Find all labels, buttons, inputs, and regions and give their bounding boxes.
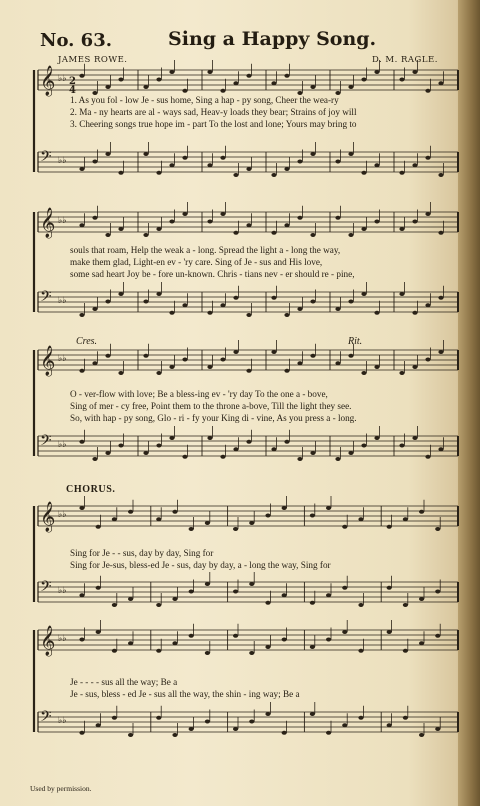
note-head (435, 634, 440, 638)
bass-clef-icon: 𝄢 (40, 288, 52, 309)
note-head (249, 651, 254, 655)
note-head (249, 720, 254, 724)
lyric-line: Sing for Je-sus, bless-ed Je - sus, day by day, a - long the way, Sing for (70, 560, 331, 570)
note-head (326, 593, 331, 597)
note-head (438, 81, 443, 85)
note-head (118, 371, 123, 375)
note-head (156, 649, 161, 653)
note-head (92, 361, 97, 365)
note-head (79, 731, 84, 735)
note-head (182, 303, 187, 307)
bass-clef-icon: 𝄢 (40, 432, 52, 453)
note-head (335, 361, 340, 365)
note-head (284, 74, 289, 78)
note-head (297, 216, 302, 220)
bass-clef-icon: 𝄢 (40, 578, 52, 599)
note-head (342, 586, 347, 590)
note-head (271, 350, 276, 354)
treble-clef-icon: 𝄞 (40, 66, 56, 96)
note-head (172, 510, 177, 514)
note-head (182, 156, 187, 160)
note-head (399, 292, 404, 296)
lyric-line: souls that roam, Help the weak a - long. Spread the light a - long the way, (70, 245, 341, 255)
key-signature-flats: ♭♭ (58, 74, 67, 84)
lyric-line: O - ver-flow with love; Be a bless-ing ev - 'ry day To the one a - bove, (70, 389, 328, 399)
note-head (205, 582, 210, 586)
note-head (310, 601, 315, 605)
note-head (92, 457, 97, 461)
note-head (118, 292, 123, 296)
note-head (412, 70, 417, 74)
note-head (310, 354, 315, 358)
note-head (220, 358, 225, 362)
note-head (182, 212, 187, 216)
note-head (284, 440, 289, 444)
note-head (182, 358, 187, 362)
note-head (169, 220, 174, 224)
note-head (205, 521, 210, 525)
note-head (233, 727, 238, 731)
note-head (403, 649, 408, 653)
note-head (156, 78, 161, 82)
note-head (249, 582, 254, 586)
note-head (348, 451, 353, 455)
note-head (233, 81, 238, 85)
note-head (438, 173, 443, 177)
note-head (79, 313, 84, 317)
note-head (156, 171, 161, 175)
note-head (79, 593, 84, 597)
key-signature-flats: ♭♭ (58, 586, 67, 596)
note-head (271, 231, 276, 235)
note-head (182, 455, 187, 459)
note-head (435, 727, 440, 731)
note-head (156, 444, 161, 448)
dynamic-cresc: Cres. (76, 336, 98, 347)
note-head (342, 723, 347, 727)
key-signature-flats: ♭♭ (58, 216, 67, 226)
note-head (265, 601, 270, 605)
note-head (403, 603, 408, 607)
note-head (348, 233, 353, 237)
note-head (361, 78, 366, 82)
note-head (143, 354, 148, 358)
note-head (246, 440, 251, 444)
note-head (335, 457, 340, 461)
note-head (284, 313, 289, 317)
note-head (374, 365, 379, 369)
note-head (399, 227, 404, 231)
note-head (169, 70, 174, 74)
note-head (112, 716, 117, 720)
note-head (156, 603, 161, 607)
note-head (348, 354, 353, 358)
note-head (419, 510, 424, 514)
note-head (297, 307, 302, 311)
lyric-line: 3. Cheering songs true hope im - part To the lost and lone; Yours may bring to (70, 119, 357, 129)
note-head (419, 733, 424, 737)
note-head (143, 152, 148, 156)
note-head (438, 231, 443, 235)
note-head (265, 645, 270, 649)
note-head (342, 630, 347, 634)
note-head (399, 371, 404, 375)
note-head (156, 517, 161, 521)
note-head (412, 436, 417, 440)
note-head (265, 514, 270, 518)
note-head (412, 220, 417, 224)
note-head (96, 525, 101, 529)
note-head (310, 712, 315, 716)
lyric-line: 2. Ma - ny hearts are al - ways sad, Heav-y loads they bear; Strains of joy will (70, 107, 357, 117)
lyric-line: some sad heart Joy be - fore un-known. Chris - tians nev - er should re - pine, (70, 269, 355, 279)
note-head (342, 525, 347, 529)
note-head (438, 296, 443, 300)
note-head (310, 233, 315, 237)
note-head (92, 160, 97, 164)
note-head (105, 233, 110, 237)
note-head (189, 727, 194, 731)
treble-clef-icon: 𝄞 (40, 626, 56, 656)
note-head (435, 527, 440, 531)
key-signature-flats: ♭♭ (58, 634, 67, 644)
note-head (128, 510, 133, 514)
hymn-title: Sing a Happy Song. (168, 28, 377, 50)
note-head (387, 525, 392, 529)
note-head (425, 212, 430, 216)
note-head (118, 171, 123, 175)
note-head (265, 712, 270, 716)
note-head (399, 444, 404, 448)
note-head (79, 223, 84, 227)
lyric-line: So, with hap - py song, Glo - ri - fy your King di - vine, As you press a - long. (70, 413, 357, 423)
note-head (326, 506, 331, 510)
note-head (233, 350, 238, 354)
note-head (220, 455, 225, 459)
note-head (207, 220, 212, 224)
note-head (425, 156, 430, 160)
note-head (246, 313, 251, 317)
note-head (419, 641, 424, 645)
note-head (358, 716, 363, 720)
note-head (387, 586, 392, 590)
note-head (419, 597, 424, 601)
note-head (112, 603, 117, 607)
note-head (310, 451, 315, 455)
note-head (233, 527, 238, 531)
note-head (425, 303, 430, 307)
lyric-line: Je - sus, bless - ed Je - sus all the way, the shin - ing way; Be a (70, 689, 300, 699)
note-head (105, 354, 110, 358)
note-head (233, 590, 238, 594)
note-head (207, 70, 212, 74)
note-head (387, 630, 392, 634)
bass-clef-icon: 𝄢 (40, 148, 52, 169)
note-head (358, 649, 363, 653)
note-head (118, 78, 123, 82)
note-head (425, 455, 430, 459)
note-head (128, 597, 133, 601)
note-head (374, 163, 379, 167)
chorus-label: CHORUS. (66, 484, 116, 495)
note-head (282, 638, 287, 642)
lyric-line: Sing of mer - cy free, Point them to the throne a-bove, Till the light they see. (70, 401, 352, 411)
note-head (118, 227, 123, 231)
note-head (374, 70, 379, 74)
note-head (348, 85, 353, 89)
note-head (79, 369, 84, 373)
note-head (438, 447, 443, 451)
note-head (96, 630, 101, 634)
note-head (271, 447, 276, 451)
note-head (310, 85, 315, 89)
note-head (246, 167, 251, 171)
note-head (96, 586, 101, 590)
note-head (79, 638, 84, 642)
note-head (335, 216, 340, 220)
note-head (233, 231, 238, 235)
time-signature: 2 (69, 76, 76, 87)
note-head (143, 85, 148, 89)
note-head (79, 440, 84, 444)
lyric-line: Sing for Je - - sus, day by day, Sing for (70, 548, 214, 558)
note-head (297, 160, 302, 164)
note-head (79, 167, 84, 171)
note-head (143, 233, 148, 237)
note-head (412, 311, 417, 315)
note-head (143, 300, 148, 304)
note-head (169, 365, 174, 369)
note-head (282, 506, 287, 510)
note-head (207, 311, 212, 315)
note-head (205, 651, 210, 655)
note-head (246, 74, 251, 78)
note-head (326, 638, 331, 642)
note-head (128, 641, 133, 645)
note-head (310, 514, 315, 518)
note-head (284, 369, 289, 373)
note-head (79, 506, 84, 510)
note-head (412, 365, 417, 369)
bass-clef-icon: 𝄢 (40, 708, 52, 729)
note-head (143, 451, 148, 455)
note-head (169, 163, 174, 167)
note-head (271, 173, 276, 177)
key-signature-flats: ♭♭ (58, 156, 67, 166)
lyric-line: make them glad, Light-en ev - 'ry care. Sing of Je - sus and His love, (70, 257, 323, 267)
note-head (189, 634, 194, 638)
note-head (105, 152, 110, 156)
note-head (182, 89, 187, 93)
note-head (361, 371, 366, 375)
note-head (220, 303, 225, 307)
note-head (207, 436, 212, 440)
note-head (326, 731, 331, 735)
note-head (297, 361, 302, 365)
key-signature-flats: ♭♭ (58, 510, 67, 520)
note-head (282, 731, 287, 735)
key-signature-flats: ♭♭ (58, 440, 67, 450)
note-head (284, 167, 289, 171)
note-head (233, 173, 238, 177)
note-head (169, 311, 174, 315)
note-head (348, 300, 353, 304)
dynamic-rit: Rit. (348, 336, 363, 347)
note-head (205, 720, 210, 724)
lyric-line: Je - - - - sus all the way; Be a (70, 677, 178, 687)
note-head (220, 156, 225, 160)
note-head (361, 227, 366, 231)
note-head (297, 457, 302, 461)
note-head (335, 160, 340, 164)
note-head (79, 74, 84, 78)
note-head (361, 292, 366, 296)
note-head (361, 171, 366, 175)
key-signature-flats: ♭♭ (58, 296, 67, 306)
note-head (233, 447, 238, 451)
note-head (438, 350, 443, 354)
note-head (220, 212, 225, 216)
note-head (207, 365, 212, 369)
note-head (156, 371, 161, 375)
note-head (169, 436, 174, 440)
treble-clef-icon: 𝄞 (40, 502, 56, 532)
hymn-number: No. 63. (40, 30, 112, 51)
note-head (249, 521, 254, 525)
note-head (220, 89, 225, 93)
note-head (233, 296, 238, 300)
treble-clef-icon: 𝄞 (40, 346, 56, 376)
note-head (284, 223, 289, 227)
note-head (233, 634, 238, 638)
note-head (412, 163, 417, 167)
key-signature-flats: ♭♭ (58, 716, 67, 726)
treble-clef-icon: 𝄞 (40, 208, 56, 238)
note-head (310, 152, 315, 156)
note-head (246, 223, 251, 227)
note-head (374, 436, 379, 440)
note-head (358, 603, 363, 607)
note-head (246, 369, 251, 373)
note-head (156, 716, 161, 720)
note-head (387, 723, 392, 727)
note-head (403, 517, 408, 521)
note-head (207, 163, 212, 167)
lyric-line: 1. As you fol - low Je - sus home, Sing a hap - py song, Cheer the wea-ry (70, 95, 339, 105)
note-head (310, 300, 315, 304)
key-signature-flats: ♭♭ (58, 354, 67, 364)
note-head (105, 451, 110, 455)
note-head (435, 590, 440, 594)
note-head (399, 171, 404, 175)
composer-credit: D. M. RAGLE. (372, 55, 438, 65)
note-head (189, 590, 194, 594)
note-head (156, 227, 161, 231)
note-head (105, 85, 110, 89)
note-head (271, 296, 276, 300)
lyricist-credit: JAMES ROWE. (58, 55, 128, 65)
note-head (335, 307, 340, 311)
note-head (105, 300, 110, 304)
note-head (399, 78, 404, 82)
note-head (172, 733, 177, 737)
note-head (112, 649, 117, 653)
note-head (310, 645, 315, 649)
note-head (348, 152, 353, 156)
note-head (361, 444, 366, 448)
note-head (374, 220, 379, 224)
note-head (156, 292, 161, 296)
note-head (425, 358, 430, 362)
note-head (118, 444, 123, 448)
note-head (172, 597, 177, 601)
note-head (172, 641, 177, 645)
note-head (128, 733, 133, 737)
note-head (96, 723, 101, 727)
note-head (282, 593, 287, 597)
note-head (92, 307, 97, 311)
note-head (403, 716, 408, 720)
note-head (92, 216, 97, 220)
permission-note: Used by permission. (30, 784, 92, 793)
note-head (112, 517, 117, 521)
note-head (271, 81, 276, 85)
note-head (374, 311, 379, 315)
note-head (358, 517, 363, 521)
note-head (189, 527, 194, 531)
note-head (425, 89, 430, 93)
time-signature: 4 (69, 85, 76, 96)
